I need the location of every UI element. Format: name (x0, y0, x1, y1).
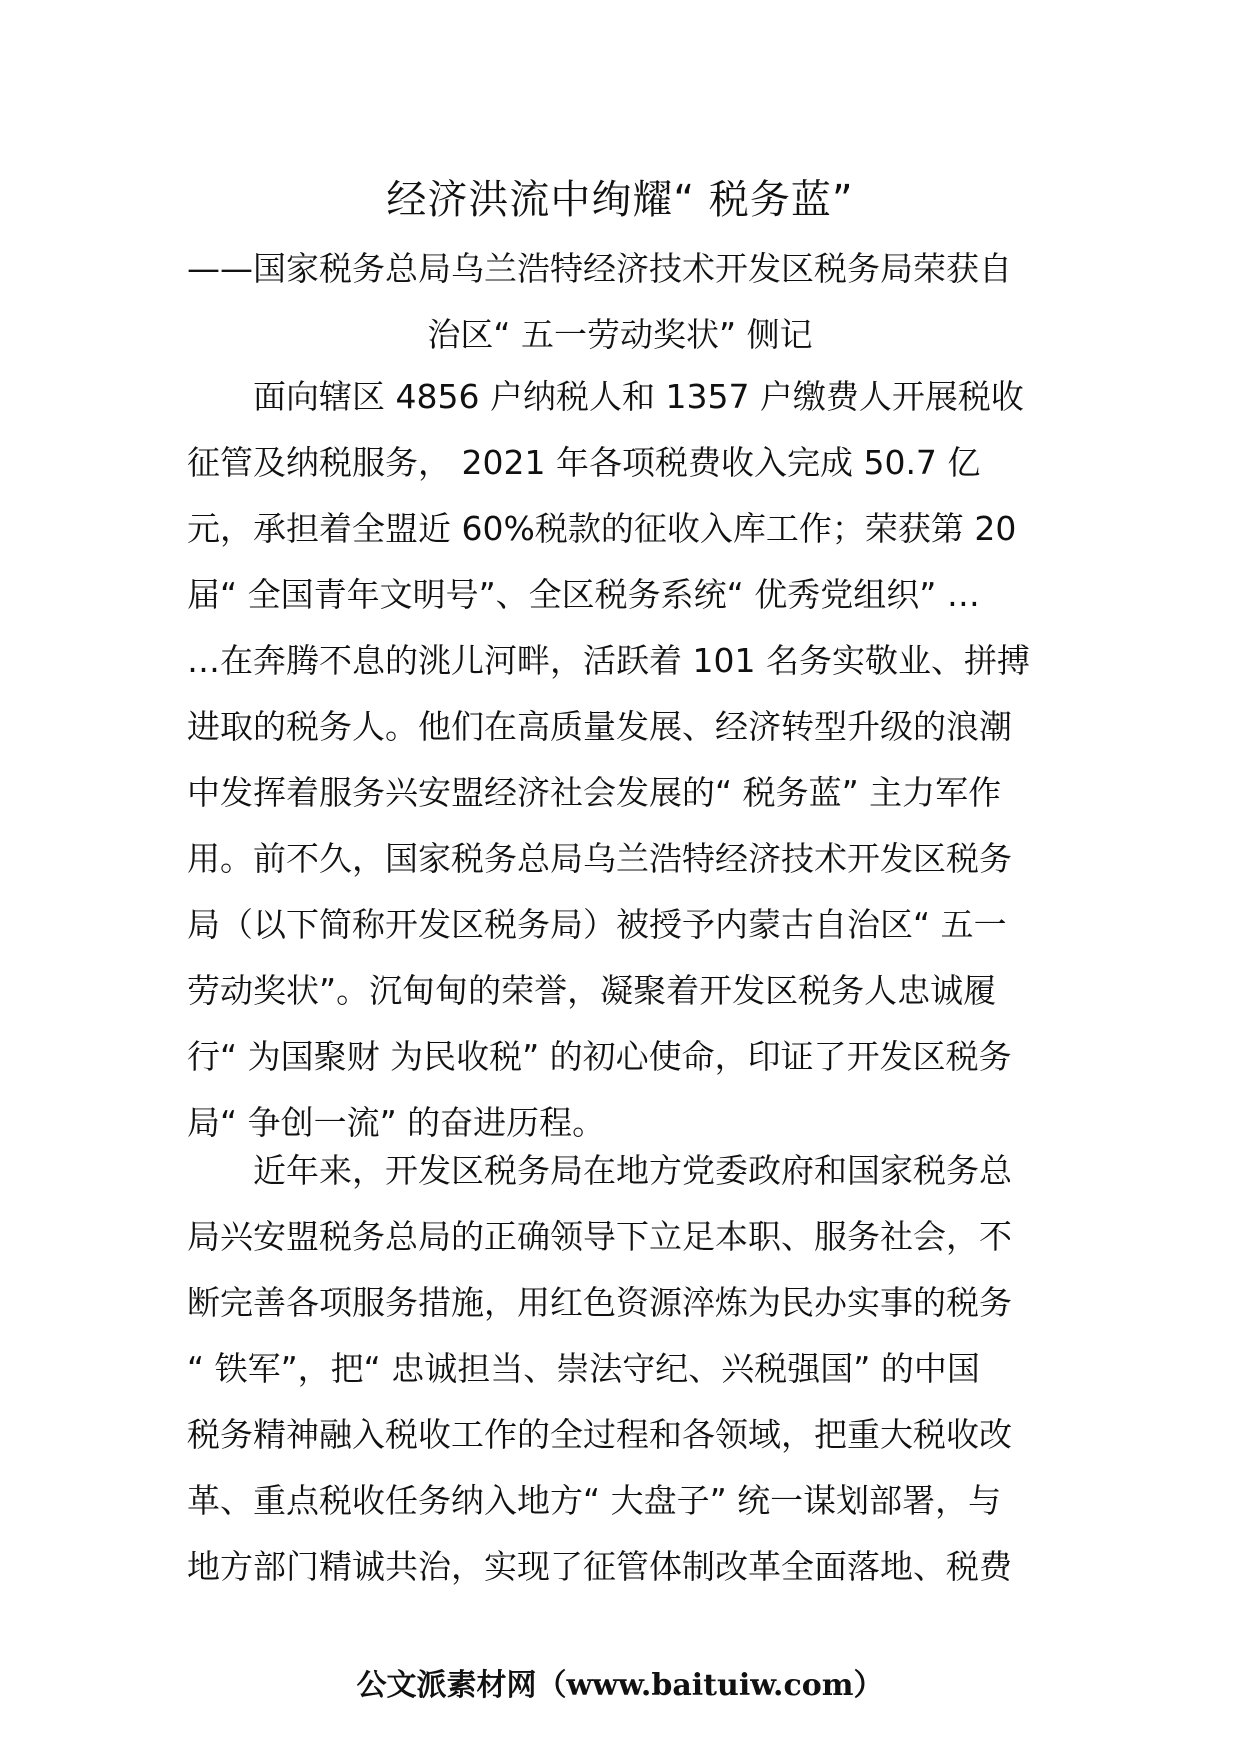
paragraph-line: 面向辖区 4856 户纳税人和 1357 户缴费人开展税收 (253, 377, 1024, 416)
paragraph-line: 税务精神融入税收工作的全过程和各领域，把重大税收改 (187, 1415, 1012, 1454)
paragraph-line: 征管及纳税服务， 2021 年各项税费收入完成 50.7 亿 (187, 443, 981, 482)
paragraph-line: 局兴安盟税务总局的正确领导下立足本职、服务社会，不 (187, 1217, 1012, 1256)
body-paragraph (187, 1138, 1053, 1600)
paragraph-line: 革、重点税收任务纳入地方“ 大盘子” 统一谋划部署，与 (187, 1481, 1002, 1520)
paragraph-line: 用。前不久，国家税务总局乌兰浩特经济技术开发区税务 (187, 839, 1012, 878)
paragraph-line: “ 铁军”，把“ 忠诚担当、崇法守纪、兴税强国” 的中国 (187, 1349, 980, 1388)
paragraph-line: 元，承担着全盟近 60%税款的征收入库工作；荣获第 20 (187, 509, 1017, 548)
paragraph-line: 进取的税务人。他们在高质量发展、经济转型升级的浪潮 (187, 707, 1012, 746)
paragraph-line: 地方部门精诚共治，实现了征管体制改革全面落地、税费 (187, 1547, 1012, 1586)
body-paragraph (187, 364, 1053, 1156)
paragraph-line: 局（以下简称开发区税务局）被授予内蒙古自治区“ 五一 (187, 905, 1007, 944)
subtitle-line: 治区“ 五一劳动奖状” 侧记 (427, 315, 813, 354)
paragraph-line: 行“ 为国聚财 为民收税” 的初心使命，印证了开发区税务 (187, 1037, 1012, 1076)
footer-watermark: 公文派素材网（www.baituiw.com） (356, 1668, 884, 1703)
paragraph-line: 届“ 全国青年文明号”、全区税务系统“ 优秀党组织” … (187, 575, 980, 614)
document-subtitle (187, 236, 1053, 368)
paragraph-line: …在奔腾不息的洮儿河畔，活跃着 101 名务实敬业、拼搏 (187, 641, 1030, 680)
subtitle-line: ——国家税务总局乌兰浩特经济技术开发区税务局荣获自 (187, 249, 1012, 288)
document-title: 经济洪流中绚耀“ 税务蓝” (386, 177, 854, 223)
paragraph-line: 中发挥着服务兴安盟经济社会发展的“ 税务蓝” 主力军作 (187, 773, 1002, 812)
paragraph-line: 断完善各项服务措施，用红色资源淬炼为民办实事的税务 (187, 1283, 1012, 1322)
paragraph-line: 近年来，开发区税务局在地方党委政府和国家税务总 (253, 1151, 1012, 1190)
paragraph-line: 局“ 争创一流” 的奋进历程。 (187, 1103, 606, 1142)
paragraph-line: 劳动奖状”。沉甸甸的荣誉，凝聚着开发区税务人忠诚履 (187, 971, 997, 1010)
